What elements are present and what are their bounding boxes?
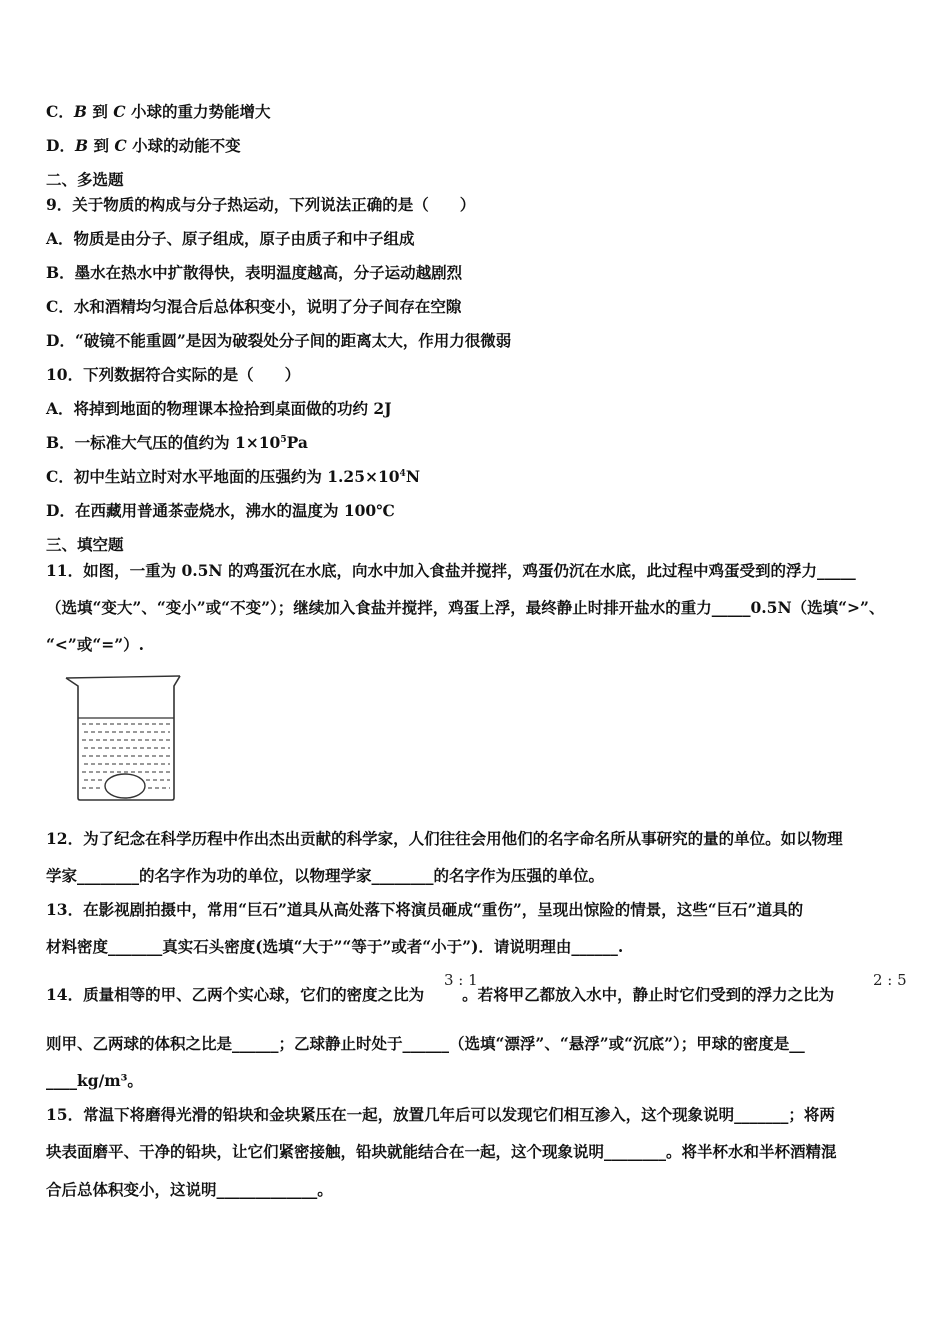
q9-option-b: B．墨水在热水中扩散得快，表明温度越高，分子运动越剧烈 [46,263,463,282]
q11-line-1: 11．如图，一重为 0.5N 的鸡蛋沉在水底，向水中加入食盐并搅拌，鸡蛋仍沉在水底，此过程中鸡蛋受到的浮力_____ [46,561,856,580]
q9-option-d: D．“破镜不能重圆”是因为破裂处分子间的距离太大，作用力很微弱 [46,331,512,350]
q9-stem: 9．关于物质的构成与分子热运动，下列说法正确的是（ ） [46,195,476,214]
q10-option-a: A．将掉到地面的物理课本捡拾到桌面做的功约 2J [46,399,392,418]
q10-option-c: C．初中生站立时对水平地面的压强约为 $1.25\times 10^4N$ [46,467,420,486]
q11-line-3: “<”或“=”）. [46,635,145,654]
q15-line-1: 15．常温下将磨得光滑的铅块和金块紧压在一起，放置几年后可以发现它们相互渗入，这个现象说明_______；将两 [46,1105,835,1124]
q14-line-1: 14．质量相等的甲、乙两个实心球，它们的密度之比为 。若将甲乙都放入水中，静止时它们受到的浮力之比为 [46,985,835,1004]
q14-line-2: 则甲、乙两球的体积之比是______；乙球静止时处于______（选填“漂浮”、“悬浮”或“沉底”）；甲球的密度是__ [46,1034,805,1053]
q14-density-ratio: 3 : 1 [444,971,478,989]
q10-option-d: D．在西藏用普通茶壶烧水，沸水的温度为 100℃ [46,501,395,520]
q15-line-3: 合后总体积变小，这说明_____________。 [46,1180,333,1199]
q14-line-3: ____kg/m³。 [46,1071,143,1090]
q13-line-1: 13．在影视剧拍摄中，常用“巨石”道具从高处落下将演员砸成“重伤”，呈现出惊险的情景，这些“巨石”道具的 [46,900,804,919]
q13-line-2: 材料密度_______真实石头密度(选填“大于”“等于”或者“小于”)．请说明理由______. [46,937,624,956]
q15-line-2: 块表面磨平、干净的铅块，让它们紧密接触，铅块就能结合在一起，这个现象说明________。将半杯水和半杯酒精混 [46,1142,837,1161]
q12-line-2: 学家________的名字作为功的单位，以物理学家________的名字作为压强的单位。 [46,866,605,885]
q9-option-c: C．水和酒精均匀混合后总体积变小，说明了分子间存在空隙 [46,297,462,316]
section-heading-multiple-choice: 二、多选题 [46,170,124,189]
q9-option-a: A．物质是由分子、原子组成，原子由质子和中子组成 [46,229,415,248]
section-heading-fill-in: 三、填空题 [46,535,124,554]
beaker-rim [66,676,180,678]
beaker-egg-figure [60,672,185,804]
q11-line-2: （选填“变大”、“变小”或“不变”）；继续加入食盐并搅拌，鸡蛋上浮，最终静止时排开盐水的重力_____0.5N（选填“>”、 [46,598,885,617]
q8-option-d: D．B 到 C 小球的动能不变 [46,136,241,155]
q10-option-b: B．一标准大气压的值约为 $1\times 10^5Pa$ [46,433,308,452]
q8-option-c: C．B 到 C 小球的重力势能增大 [46,102,271,121]
egg [105,774,145,798]
q10-stem: 10．下列数据符合实际的是（ ） [46,365,301,384]
q14-buoyancy-ratio: 2 : 5 [873,971,907,989]
q12-line-1: 12．为了纪念在科学历程中作出杰出贡献的科学家，人们往往会用他们的名字命名所从事研究的量的单位。如以物理 [46,829,843,848]
